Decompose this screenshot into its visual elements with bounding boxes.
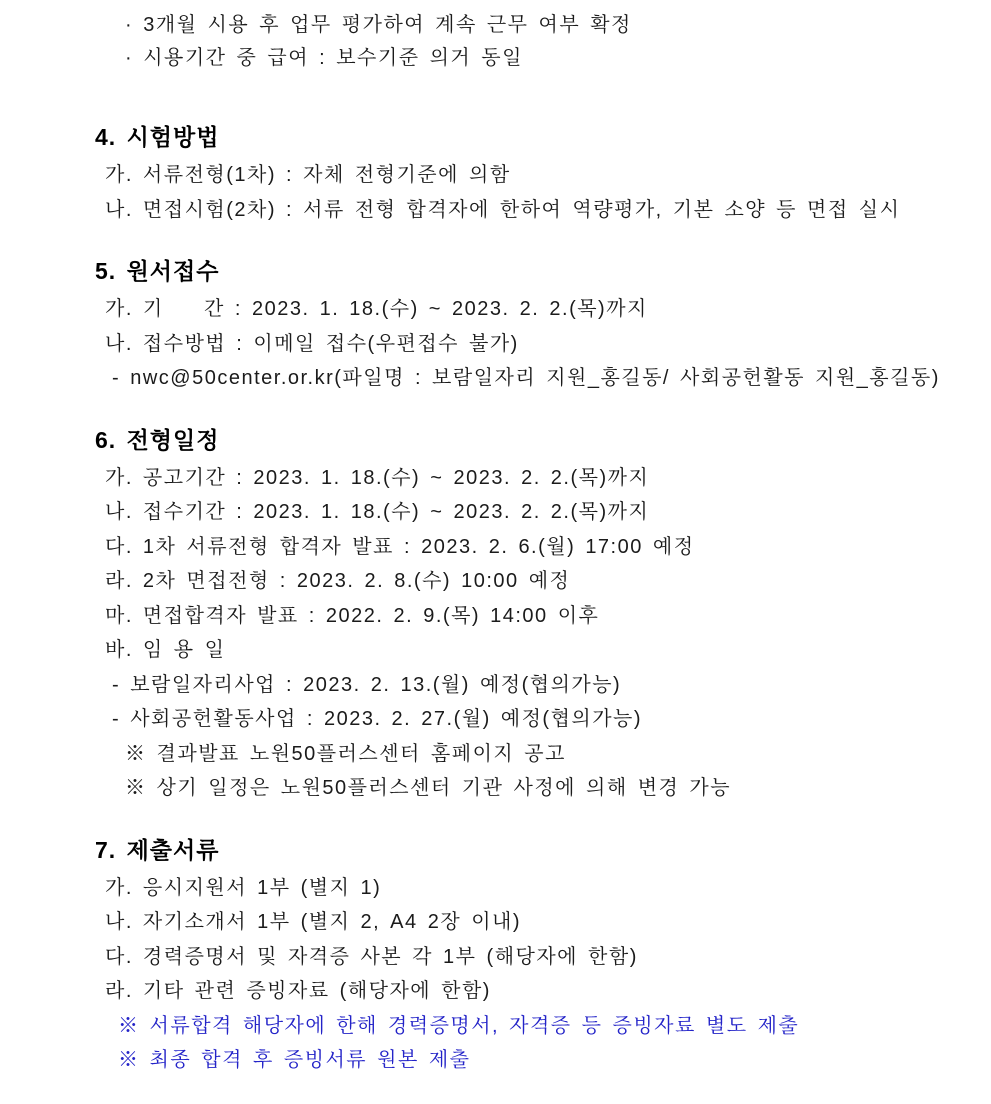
- doc-line: - 사회공헌활동사업 : 2023. 2. 27.(월) 예정(협의가능): [112, 708, 643, 730]
- section-heading: 5. 원서접수: [95, 258, 220, 284]
- doc-line: 가. 공고기간 : 2023. 1. 18.(수) ~ 2023. 2. 2.(목)까지: [105, 466, 650, 489]
- section-exam-method: [95, 119, 991, 227]
- doc-line: 나. 접수기간 : 2023. 1. 18.(수) ~ 2023. 2. 2.(목)까지: [105, 501, 650, 523]
- doc-line: 마. 면접합격자 발표 : 2022. 2. 9.(목) 14:00 이후: [105, 604, 600, 627]
- doc-note-line: ※ 결과발표 노원50플러스센터 홈페이지 공고: [125, 742, 566, 765]
- intro-bullet: · 시용기간 중 급여 : 보수기준 의거 동일: [125, 47, 523, 69]
- intro-bullet-list: [95, 9, 991, 75]
- doc-line: 가. 서류전형(1차) : 자체 전형기준에 의함: [105, 164, 511, 186]
- doc-line: 가. 응시지원서 1부 (별지 1): [105, 876, 382, 899]
- doc-line: 나. 접수방법 : 이메일 접수(우편접수 불가): [105, 332, 519, 355]
- doc-line: 라. 기타 관련 증빙자료 (해당자에 한함): [105, 980, 491, 1002]
- doc-line: 나. 자기소개서 1부 (별지 2, A4 2장 이내): [105, 911, 522, 933]
- doc-note-line-blue: ※ 서류합격 해당자에 한해 경력증명서, 자격증 등 증빙자료 별도 제출: [118, 1014, 800, 1037]
- doc-line: 가. 기 간 : 2023. 1. 18.(수) ~ 2023. 2. 2.(목)까지: [105, 298, 648, 320]
- intro-bullet: · 3개월 시용 후 업무 평가하여 계속 근무 여부 확정: [125, 14, 632, 36]
- section-documents: [95, 832, 991, 1078]
- doc-line: 다. 1차 서류전형 합격자 발표 : 2023. 2. 6.(월) 17:00 예정: [105, 535, 695, 558]
- doc-line: - 보람일자리사업 : 2023. 2. 13.(월) 예정(협의가능): [112, 673, 622, 696]
- doc-line: 다. 경력증명서 및 자격증 사본 각 1부 (해당자에 한함): [105, 945, 638, 968]
- doc-note-line-blue: ※ 최종 합격 후 증빙서류 원본 제출: [118, 1049, 471, 1071]
- section-heading: 7. 제출서류: [95, 836, 220, 863]
- section-heading: 4. 시험방법: [95, 124, 220, 150]
- doc-line-email: - nwc@50center.or.kr(파일명 : 보람일자리 지원_홍길동/ 사회공헌활동 지원_홍길동): [112, 367, 940, 389]
- doc-line: 바. 임 용 일: [105, 639, 226, 661]
- doc-line: 나. 면접시험(2차) : 서류 전형 합격자에 한하여 역량평가, 기본 소양 등 면접 실시: [105, 198, 901, 221]
- section-heading: 6. 전형일정: [95, 426, 220, 453]
- doc-line: 라. 2차 면접전형 : 2023. 2. 8.(수) 10:00 예정: [105, 570, 571, 592]
- section-schedule: [95, 422, 991, 806]
- section-application: [95, 253, 991, 396]
- doc-note-line: ※ 상기 일정은 노원50플러스센터 기관 사정에 의해 변경 가능: [125, 777, 732, 799]
